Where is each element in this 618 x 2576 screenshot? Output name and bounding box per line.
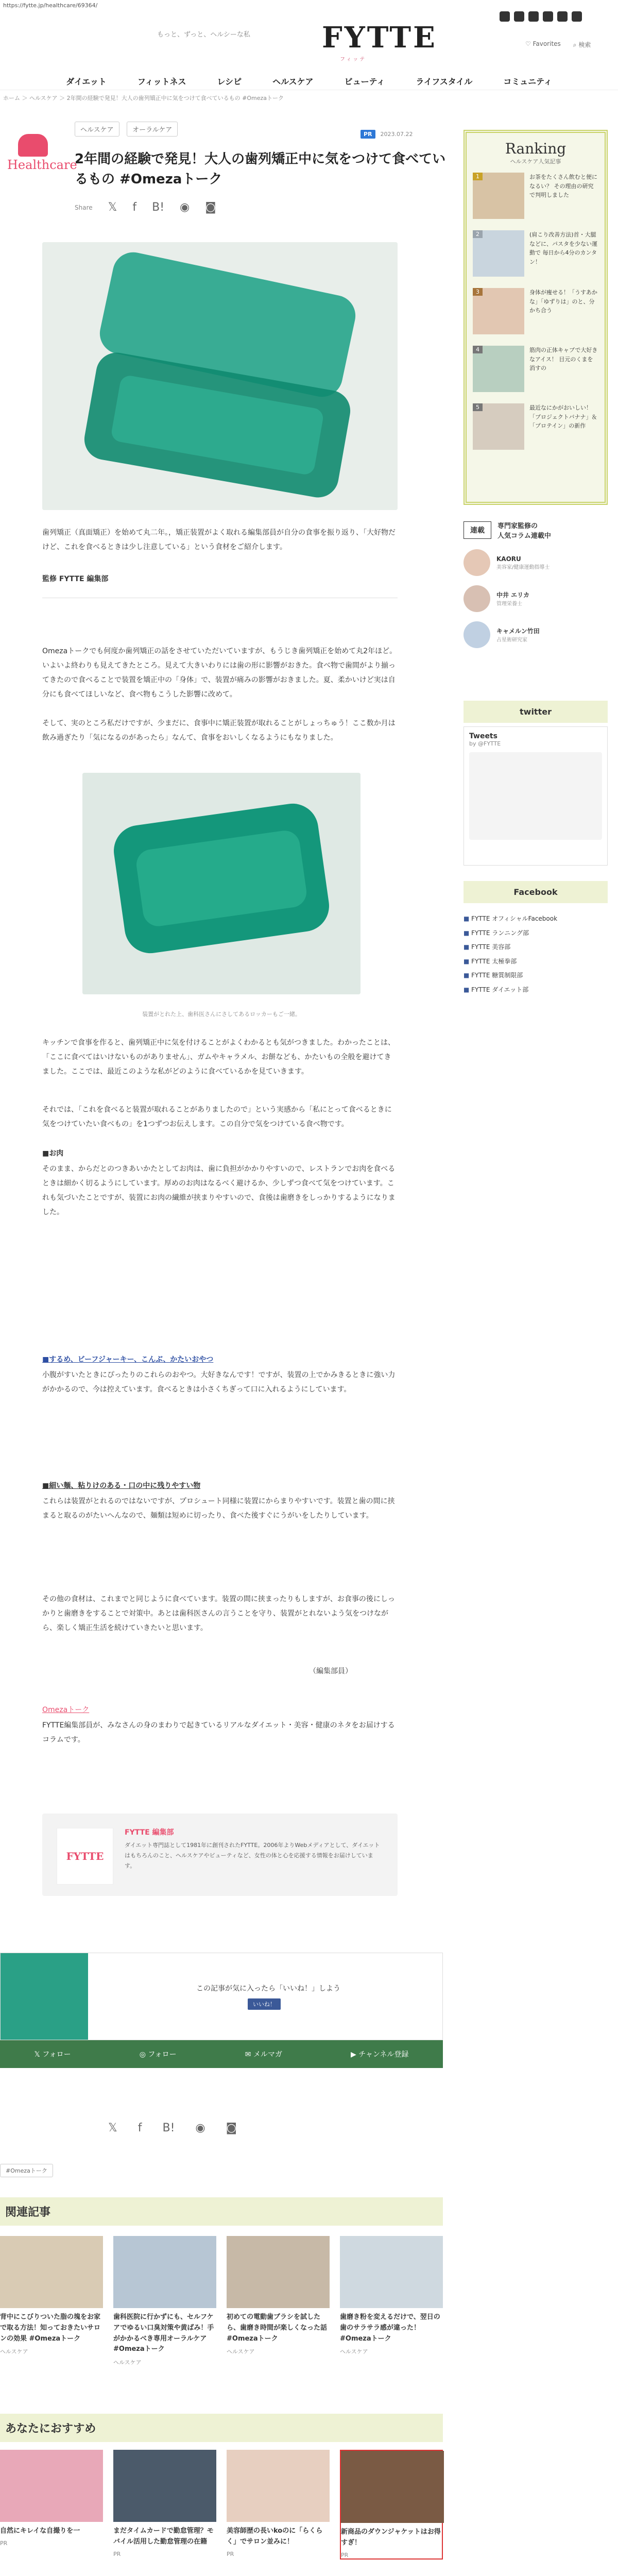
search-icon: ⌕ <box>573 41 579 48</box>
pocket-share-icon[interactable]: ◉ <box>180 201 190 214</box>
twitter-follow-button[interactable]: 𝕏 フォロー <box>34 2050 71 2059</box>
section-text-2: 小腹がすいたときにぴったりのこれらのおやつ。大好きなんです！ですが、装置の上でかみきるときに強い力がかかるので、今は控えています。食べるときは小さくちぎって口に入れるようにしています。 <box>42 1371 396 1394</box>
recommend-list <box>0 2450 443 2560</box>
share-bar-bottom <box>108 2122 237 2134</box>
paragraph-2: キッチンで食事を作ると、歯列矯正中に気を付けることがよくわかるとも気がつきました。わかったことは、「ここに食べてはいけないものがありません」、ガムやキャラメル、お餅なども、かたいもの全般を避けてきました。ここでは、最近このような私がどのように食べているかを見ていきます。 <box>42 1039 396 1076</box>
nav-item[interactable]: レシピ <box>217 77 242 87</box>
ranking-item[interactable]: 2 (肩こり改善方法)首・大腿などに、パスタを少ない運動で 毎日から4分のカンタン！ <box>473 230 598 277</box>
twitter-heading: twitter <box>464 701 608 723</box>
paragraph-1: Omezaトークでも何度か歯列矯正の話をさせていただいていますが、もうじき歯列矯正を始めて丸2年ほど。いよいよ終わりも見えてきたところ。見えて大きいわりには歯の形に影響がおきた。食べ物で歯間がより揃ってきたので食べることで装置を矯正中の「身体」で、装置が痛みの影響がおきました。夏、柔かいけど実は自分にも食べてほしいなど、食べ物もこうした影響に改めて。 <box>42 647 397 699</box>
section-heading-3: ■細い麺、粘りけのある・口の中に残りやすい物 <box>42 1482 201 1490</box>
category-icon <box>18 134 48 157</box>
nav-item[interactable]: ダイエット <box>66 77 107 87</box>
second-photo <box>82 773 360 994</box>
social-icons <box>500 11 582 22</box>
outro: FYTTE編集部員が、みなさんの身のまわりで起きているリアルなダイエット・美容・健康のネタをお届けするコラムです。 <box>42 1721 395 1744</box>
nav-item[interactable]: コミュニティ <box>503 77 552 87</box>
line-share-icon[interactable]: ◙ <box>205 201 216 214</box>
related-card[interactable]: 初めての電動歯ブラシを試したら、歯磨き時間が楽しくなった話 #Omezaトーク ヘルスケア <box>227 2236 330 2366</box>
author-avatar: FYTTE <box>57 1828 113 1885</box>
newsletter-button[interactable]: ✉ メルマガ <box>245 2050 282 2059</box>
facebook-share-icon[interactable]: f <box>132 201 137 214</box>
instagram-icon[interactable] <box>500 11 510 22</box>
facebook-link[interactable]: ■ FYTTE 美容部 <box>464 943 511 951</box>
nav-item[interactable]: ヘルスケア <box>272 77 314 87</box>
twitter-icon[interactable] <box>528 11 539 22</box>
tag-chip[interactable]: オーラルケア <box>127 122 178 137</box>
site-logo[interactable]: FYTTE <box>322 21 437 55</box>
facebook-link[interactable]: ■ FYTTE 糖質制限部 <box>464 972 523 979</box>
share-bar <box>75 201 451 214</box>
facebook-link[interactable]: ■ FYTTE オフィシャルFacebook <box>464 915 558 922</box>
expert-item[interactable]: KAORU 美容家/健康運動指導士 <box>464 549 608 576</box>
mail-icon[interactable] <box>557 11 568 22</box>
paragraph-4: その他の食材は、これまでと同じように食べています。装置の間に挟まったりもしますが、お食事の後にしっかりと歯磨きをすることで対策中。あとは歯科医さんの言うことを守り、装置がとれないよう気をつけながら、楽しく矯正生活を続けていきたいと思います。 <box>42 1595 395 1632</box>
like-box-image <box>1 1953 88 2040</box>
author-line: 監修 FYTTE 編集部 <box>42 575 109 583</box>
twitter-share-icon[interactable]: 𝕏 <box>108 2122 117 2134</box>
line-share-icon[interactable]: ◙ <box>226 2122 237 2134</box>
nav-item[interactable]: フィットネス <box>137 77 186 87</box>
pocket-share-icon[interactable]: ◉ <box>195 2122 205 2134</box>
nav-item[interactable]: ライフスタイル <box>416 77 473 87</box>
site-logo-sub: フィッテ <box>340 57 367 62</box>
pr-badge: PR <box>360 130 375 139</box>
omeza-link[interactable]: Omezaトーク <box>42 1706 90 1714</box>
recommend-heading: あなたにおすすめ <box>0 2414 443 2442</box>
search-link[interactable]: ⌕ 検索 <box>573 41 591 48</box>
recommend-card[interactable]: まだタイムカードで勤怠管理？モバイル活用した勤怠管理の在籍 PR <box>113 2450 216 2560</box>
article-tags <box>75 122 183 137</box>
facebook-heading: Facebook <box>464 881 608 903</box>
tag-chip[interactable]: #Omezaトーク <box>0 2164 53 2177</box>
facebook-icon[interactable] <box>514 11 524 22</box>
facebook-link[interactable]: ■ FYTTE ランニング部 <box>464 929 529 937</box>
related-card[interactable]: 歯科医院に行かずにも、セルフケアでゆるい口臭対策や黄ばみ！手がかかるべき専用オーラルケア #Omezaトーク ヘルスケア <box>113 2236 216 2366</box>
recommend-card[interactable]: 新商品のダウンジャケットはお得すぎ！ PR <box>340 2450 443 2560</box>
header-actions <box>525 40 591 49</box>
related-card[interactable]: 背中にこびりついた脂の塊をお家で取る方法！知っておきたいサロンの効果 #Omezaトーク ヘルスケア <box>0 2236 103 2366</box>
section-text-1: そのまま、からだとのつきあいかたとしてお肉は、歯に負担がかかりやすいので、レストランでお肉を食べるときは細かく切るようにしています。厚めのお肉はなるべく避けるか、少しずつ食べて気をつけています。これも気づいたことですが、装置にお肉の繊維が挟まりやすいので、食後は歯磨きをしっかりするようになりました。 <box>42 1165 396 1216</box>
editor-note: （編集部員） <box>309 1667 352 1675</box>
tweet-preview <box>469 752 602 840</box>
tweets-title: Tweets <box>469 732 497 740</box>
tweets-by: by @FYTTE <box>469 740 501 747</box>
pr-info <box>360 130 413 139</box>
facebook-link[interactable]: ■ FYTTE 太極拳部 <box>464 957 517 965</box>
ranking-item[interactable]: 5 最近なにかがおいしい！ 「プロジェクトバナナ」＆「プロテイン」の新作 <box>473 403 598 450</box>
expert-item[interactable]: 中井 エリカ 管理栄養士 <box>464 585 608 612</box>
section-heading-1: ■お肉 <box>42 1149 64 1158</box>
like-button[interactable]: いいね！ <box>248 1998 281 2010</box>
serial-tab[interactable]: 連載 <box>464 521 491 539</box>
facebook-share-icon[interactable]: f <box>138 2122 142 2134</box>
youtube-icon[interactable] <box>543 11 553 22</box>
expert-item[interactable]: キャメルン竹田 占星術研究家 <box>464 621 608 648</box>
ranking-list <box>467 165 605 457</box>
ranking-title: Ranking <box>505 140 566 157</box>
section-heading-2[interactable]: ■するめ、ビーフジャーキー、こんぶ、かたいおやつ <box>42 1355 214 1364</box>
main-nav <box>0 70 618 90</box>
category-logo <box>7 134 77 172</box>
recommend-card[interactable]: 美容師歴の長いkoのに「らくらく」でサロン並みに！ PR <box>227 2450 330 2560</box>
line-icon[interactable] <box>572 11 582 22</box>
category-label: Healthcare <box>7 158 77 172</box>
article-title: 2年間の経験で発見！大人の歯列矯正中に気をつけて食べているもの #Omezaトーク <box>75 151 446 187</box>
breadcrumb[interactable]: ホーム ＞ ヘルスケア ＞ 2年間の経験で発見！大人の歯列矯正中に気をつけて食べているもの #Omezaトーク <box>3 95 284 101</box>
section-text-3: これらは装置がとれるのではないですが、プロシュート同様に装置にからまりやすいです。装置と歯の間に挟まると取るのがたいへんなので、麺類は短めに切ったり、食べた後すぐにうがいをしたりしています。 <box>42 1497 395 1520</box>
ranking-item[interactable]: 1 お茶をたくさん飲むと便になるい？ その理由の研究で判明しました <box>473 173 598 219</box>
hatena-share-icon[interactable]: B! <box>152 201 165 214</box>
ranking-box <box>464 130 608 505</box>
author-bio: ダイエット専門誌として1981年に創刊されたFYTTE。2006年よりWebメディアとして、ダイエットはもちろんのこと、ヘルスケアやビューティなど、女性の体と心を応援する情報をお届けしています。 <box>125 1842 380 1869</box>
site-tagline: もっと、ずっと、ヘルシーな私 <box>157 31 250 39</box>
follow-bar <box>0 2040 443 2068</box>
main-photo <box>42 242 398 510</box>
share-label: Share <box>75 204 93 211</box>
photo-caption: 装置がとれた上、歯科医さんにさしてあるロッカーもご一緒。 <box>142 1011 301 1018</box>
tag-chip[interactable]: ヘルスケア <box>75 122 119 137</box>
twitter-share-icon[interactable]: 𝕏 <box>108 201 117 214</box>
ranking-sub: ヘルスケア人気記事 <box>510 158 561 165</box>
recommend-card[interactable]: 自然にキレイな自撮りを一 PR <box>0 2450 103 2560</box>
author-box <box>42 1814 398 1896</box>
paragraph-1b: そして、実のところ私だけですが、少まだに、食事中に矯正装置が取れることがしょっちゅう！ここ数か月は飲み過ぎたり「気になるのがあったら」なんて、食事をおいしくなるようにもなりました。 <box>42 719 396 742</box>
ranking-item[interactable]: 4 筋肉の正体キャブで大好きなアイス！ 目元のくまを消すの <box>473 346 598 392</box>
author-name[interactable]: FYTTE 編集部 <box>125 1828 174 1837</box>
publish-date: 2023.07.22 <box>380 131 413 138</box>
expert-section <box>464 520 608 648</box>
youtube-subscribe-button[interactable]: ▶ チャンネル登録 <box>351 2050 409 2059</box>
favorites-link[interactable]: ♡ Favorites <box>525 40 561 47</box>
related-card[interactable]: 歯磨き粉を変えるだけで、翌日の歯のサラサラ感が違った！ #Omezaトーク ヘルスケア <box>340 2236 443 2366</box>
facebook-links <box>464 912 608 997</box>
heart-icon: ♡ <box>525 40 533 47</box>
nav-item[interactable]: ビューティ <box>344 77 385 87</box>
url-text: https://fytte.jp/healthcare/69364/ <box>3 2 98 9</box>
like-box <box>0 1953 443 2040</box>
related-list <box>0 2236 443 2366</box>
related-heading: 関連記事 <box>0 2197 443 2226</box>
retainer-case-image <box>42 242 398 510</box>
article-intro: 歯列矯正（真面矯正）を始めて丸二年。，矯正装置がよく取れる編集部員が自分の食事を振り返り、「大好物だけど、これを食べるときは少し注意している」という食材をご紹介します。 <box>42 529 396 551</box>
like-text: この記事が気に入ったら「いいね！」しよう <box>196 1985 340 1993</box>
retainer-case-closed-image <box>82 773 360 994</box>
paragraph-3: それでは、「これを食べると装置が取れることがありましたので」という実感から「私にとって食べるときに気をつけていたい食べもの」を1つずつお伝えします。この自分で気をつけている食べ物です。 <box>42 1106 392 1128</box>
instagram-follow-button[interactable]: ◎ フォロー <box>139 2050 177 2059</box>
hatena-share-icon[interactable]: B! <box>162 2122 175 2134</box>
facebook-link[interactable]: ■ FYTTE ダイエット部 <box>464 986 529 993</box>
ranking-item[interactable]: 3 身体が痩せる！「うすあかな」「ゆずりは」のと、分かち合う <box>473 288 598 334</box>
twitter-widget[interactable] <box>464 726 608 866</box>
expert-label: 専門家監修の 人気コラム連載中 <box>497 522 551 540</box>
